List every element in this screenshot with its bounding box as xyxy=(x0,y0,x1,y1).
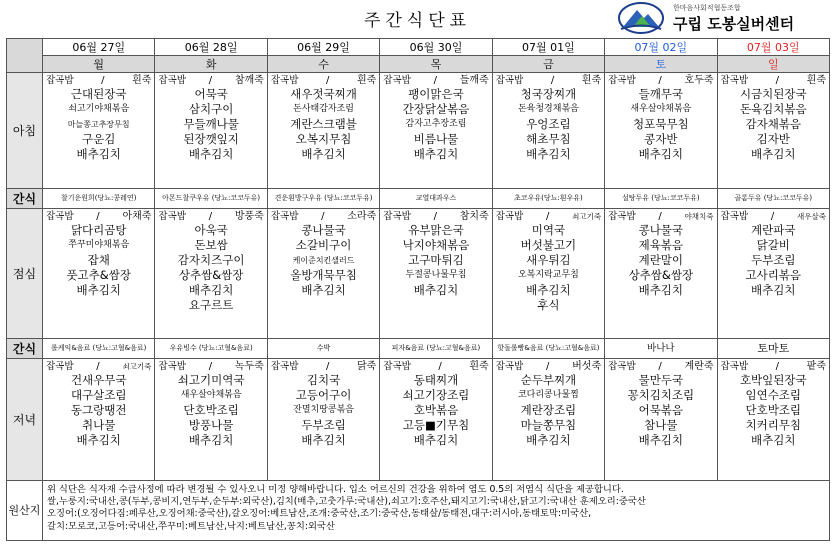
meal-header xyxy=(718,209,829,223)
meal-header xyxy=(268,209,379,223)
dish-item: 대구살조림 xyxy=(70,388,127,402)
dish-item: 케이준치킨샐러드 xyxy=(292,256,355,265)
date-row xyxy=(7,39,830,56)
porridge-label: 닭죽 xyxy=(356,360,377,372)
separator: / xyxy=(325,74,330,86)
separator: / xyxy=(545,210,550,222)
meal-header xyxy=(605,209,716,223)
dish-item: 고등■기무침 xyxy=(402,418,470,432)
rice-label: 잡곡밥 xyxy=(270,360,299,372)
org-subtitle: 한마음사회적협동조합 xyxy=(673,4,741,12)
dish-item: 새우살야채볶음 xyxy=(180,390,242,400)
dish-item: 올방개묵무침 xyxy=(290,268,357,282)
date-fri: 07월 01일 xyxy=(492,39,604,56)
dish-item: 호박볶음 xyxy=(413,403,459,417)
weekday-row xyxy=(7,56,830,73)
dish-item: 비름나물 xyxy=(413,132,459,146)
separator: / xyxy=(433,74,437,86)
snack2-cell: 우유빙수 (당뇨:고혈&음료) xyxy=(155,339,267,359)
dish-item: 단호박조림 xyxy=(183,403,239,417)
rice-label: 잡곡밥 xyxy=(46,360,74,372)
dish-item: 참나물 xyxy=(644,418,678,432)
corner-cell xyxy=(7,39,43,73)
dish-item: 아욱국 xyxy=(194,223,228,237)
meal-header xyxy=(43,209,154,223)
lunch-cell xyxy=(717,209,829,339)
porridge-label: 새우살죽 xyxy=(797,211,826,221)
meal-header xyxy=(268,73,379,87)
rice-label: 잡곡밥 xyxy=(495,74,524,86)
dish-item: 근대된장국 xyxy=(70,87,127,101)
lunch-cell xyxy=(492,209,604,339)
dish-item: 꽁치김치조림 xyxy=(627,388,695,402)
dish-item: 계란말이 xyxy=(638,253,684,267)
weekday-sat: 토 xyxy=(605,56,717,73)
dish-item: 배추김치 xyxy=(638,147,684,161)
dish-item: 후식 xyxy=(537,298,560,312)
dish-item: 배추김치 xyxy=(526,433,571,447)
dish-item: 감자고추장조림 xyxy=(405,119,467,129)
porridge-label: 흰죽 xyxy=(581,74,602,86)
breakfast-label: 아침 xyxy=(7,73,43,189)
dinner-label: 저녁 xyxy=(7,359,43,481)
dish-item: 배추김치 xyxy=(413,433,459,447)
dinner-cell xyxy=(492,359,604,481)
separator: / xyxy=(96,210,100,222)
rice-label: 잡곡밥 xyxy=(495,210,524,222)
snack2-cell: 피자&음료 (당뇨:고혈&음료) xyxy=(380,339,492,359)
dish-item: 치커리무침 xyxy=(745,418,802,432)
dish-item: 동그랑땡전 xyxy=(70,403,127,417)
breakfast-cell xyxy=(155,73,267,189)
porridge-label: 흰죽 xyxy=(469,360,489,372)
porridge-label: 방풍죽 xyxy=(234,210,264,222)
date-sun: 07월 03일 xyxy=(717,39,829,56)
porridge-label: 팥죽 xyxy=(806,360,826,372)
dish-item: 어묵국 xyxy=(194,87,228,101)
header xyxy=(0,0,835,36)
porridge-label: 야채치죽 xyxy=(684,211,714,221)
dish-item: 배추김치 xyxy=(526,147,571,161)
meal-header xyxy=(155,359,266,373)
dinner-row xyxy=(7,359,830,481)
dish-item: 새우튀김 xyxy=(526,253,571,267)
rice-label: 잡곡밥 xyxy=(383,74,411,86)
dish-item: 청국장찌개 xyxy=(520,87,577,101)
dish-item: 배추김치 xyxy=(301,433,346,447)
meal-header xyxy=(605,359,716,373)
dish-item: 배추김치 xyxy=(638,433,684,447)
dish-item: 감자채볶음 xyxy=(745,117,802,131)
dish-item: 김자반 xyxy=(756,132,790,146)
org-logo xyxy=(617,2,827,34)
snack1-cell: 골롬두유 (당뇨:코코두유) xyxy=(717,189,829,209)
dish-item: 계란장조림 xyxy=(520,403,577,417)
dish-item: 두절콩나물무침 xyxy=(405,270,467,280)
dish-item: 동태찌개 xyxy=(413,373,459,387)
separator: / xyxy=(550,74,555,86)
meal-header xyxy=(493,73,604,87)
separator: / xyxy=(770,210,775,222)
weekday-wed: 수 xyxy=(267,56,379,73)
dish-item: 배추김치 xyxy=(751,433,796,447)
snack1-row xyxy=(7,189,830,209)
snack2-cell: 핫돌롤빵&음료 (당뇨:고혈&음료) xyxy=(492,339,604,359)
snack2-label: 간식 xyxy=(7,339,43,359)
dish-item: 새우젓국찌개 xyxy=(290,87,357,101)
dish-item: 배추김치 xyxy=(751,283,796,297)
dish-item: 잡채 xyxy=(87,253,110,267)
separator: / xyxy=(208,210,213,222)
dish-item: 된장깻잎지 xyxy=(183,132,239,146)
dish-item: 상추쌈&쌈장 xyxy=(178,268,244,282)
snack1-cell: 초코우유(당뇨:흰우유) xyxy=(492,189,604,209)
dish-item: 마늘쫑고추장무침 xyxy=(67,120,130,129)
breakfast-row xyxy=(7,73,830,189)
dish-item: 소갈비구이 xyxy=(295,238,352,252)
rice-label: 잡곡밥 xyxy=(270,74,299,86)
porridge-label: 버섯죽 xyxy=(572,360,602,372)
dish-item: 들깨무국 xyxy=(638,87,684,101)
dish-item: 순두부찌개 xyxy=(520,373,577,387)
dish-item: 닭다리곰탕 xyxy=(70,223,127,237)
porridge-label: 흰죽 xyxy=(132,74,152,86)
dish-item: 두부조림 xyxy=(751,253,796,267)
porridge-label: 아채죽 xyxy=(122,210,152,222)
weekly-menu-table xyxy=(6,38,830,541)
rice-label: 잡곡밥 xyxy=(158,74,186,86)
dish-item: 코다리콩나물찜 xyxy=(517,390,579,400)
lunch-row xyxy=(7,209,830,339)
notice-line: 쌀,누룽지:국내산,콩(두부,콩비지,연두부,순두부:외국산),김치(배추,고춧가루:국내산),쇠고기:호주산,돼지고기:국내산,닭고기:국내산 훈제오리:중국산 xyxy=(47,496,646,508)
separator: / xyxy=(545,360,550,372)
dish-item: 요구르트 xyxy=(188,298,234,312)
dish-item: 간장닭살볶음 xyxy=(402,102,470,116)
dish-item: 배추김치 xyxy=(751,147,796,161)
snack1-cell: 찰기운원희(당뇨:콩레연) xyxy=(43,189,155,209)
separator: / xyxy=(658,360,662,372)
weekday-fri: 금 xyxy=(492,56,604,73)
dish-item: 호박잎된장국 xyxy=(739,373,807,387)
meal-header xyxy=(43,359,154,373)
dish-item: 배추김치 xyxy=(301,147,346,161)
date-sat: 07월 02일 xyxy=(605,39,717,56)
dish-item: 콩자반 xyxy=(644,132,678,146)
porridge-label: 흰죽 xyxy=(806,74,826,86)
porridge-label: 소라죽 xyxy=(347,210,377,222)
dish-item: 무들깨나물 xyxy=(183,117,239,131)
separator: / xyxy=(321,210,325,222)
lunch-cell xyxy=(380,209,492,339)
dish-item: 콩나물국 xyxy=(301,223,346,237)
dish-item: 버섯불고기 xyxy=(520,238,577,252)
dish-item: 마늘쫑무침 xyxy=(520,418,577,432)
meal-header xyxy=(380,209,491,223)
rice-label: 잡곡밥 xyxy=(608,360,636,372)
mountain-logo-icon xyxy=(617,2,665,34)
breakfast-cell xyxy=(605,73,717,189)
dish-item: 배추김치 xyxy=(301,283,346,297)
dish-item: 청포묵무침 xyxy=(633,117,689,131)
breakfast-cell xyxy=(43,73,155,189)
dish-item: 배추김치 xyxy=(76,433,121,447)
dish-item: 해초무침 xyxy=(526,132,571,146)
snack2-cell: 바나나 xyxy=(605,339,717,359)
dish-item: 돈보쌈 xyxy=(194,238,228,252)
meal-header xyxy=(155,73,266,87)
snack2-row xyxy=(7,339,830,359)
dish-item: 제육볶음 xyxy=(638,238,684,252)
porridge-label: 쇠고기죽 xyxy=(572,211,602,221)
porridge-label: 흰죽 xyxy=(356,74,377,86)
meal-header xyxy=(718,73,829,87)
separator: / xyxy=(325,360,330,372)
rice-label: 잡곡밥 xyxy=(158,360,186,372)
dish-item: 낙지야채볶음 xyxy=(402,238,470,252)
meal-header xyxy=(43,73,154,87)
snack1-cell: 아몬드찰쿠우유 (당뇨:코코두유) xyxy=(155,189,267,209)
porridge-label: 들깨죽 xyxy=(459,74,489,86)
snack2-cell: 토마토 xyxy=(717,339,829,359)
porridge-label: 쇠고기죽 xyxy=(122,361,152,371)
meal-header xyxy=(605,73,716,87)
separator: / xyxy=(775,74,780,86)
rice-label: 잡곡밥 xyxy=(270,210,299,222)
rice-label: 잡곡밥 xyxy=(608,210,636,222)
lunch-cell xyxy=(605,209,717,339)
date-wed: 06월 29일 xyxy=(267,39,379,56)
dish-item: 배추김치 xyxy=(188,147,234,161)
org-name: 구립 도봉실버센터 xyxy=(673,15,795,33)
rice-label: 잡곡밥 xyxy=(495,360,524,372)
dish-item: 임연수조림 xyxy=(745,388,802,402)
dinner-cell xyxy=(267,359,379,481)
snack1-label: 간식 xyxy=(7,189,43,209)
dish-item: 새우살야채볶음 xyxy=(630,104,692,114)
origin-label: 원산지 xyxy=(7,481,43,541)
dish-item: 미역국 xyxy=(531,223,566,237)
dish-item: 두부조림 xyxy=(301,418,346,432)
dinner-cell xyxy=(717,359,829,481)
dish-item: 잔멸치땅콩볶음 xyxy=(293,405,354,415)
dish-item: 상추쌈&쌈장 xyxy=(628,268,694,282)
porridge-label: 참치죽 xyxy=(459,210,489,222)
separator: / xyxy=(433,210,437,222)
separator: / xyxy=(101,74,105,86)
dish-item: 단호박조림 xyxy=(745,403,802,417)
dish-item: 고등어구이 xyxy=(295,388,352,402)
dish-item: 배추김치 xyxy=(76,283,121,297)
dish-item: 시금치된장국 xyxy=(739,87,807,101)
dish-item: 팽이맑은국 xyxy=(408,87,464,101)
dish-item: 어묵볶음 xyxy=(638,403,684,417)
dish-item: 감자치즈구이 xyxy=(177,253,245,267)
dish-item: 돈사태감자조림 xyxy=(293,104,354,114)
lunch-label: 점심 xyxy=(7,209,43,339)
breakfast-cell xyxy=(492,73,604,189)
notice-line: 오징어:(오징어다짐:페루산,오징어채:중국산),갈오징어:베트남산,조개:중국산,조기:중국산,동태살/동태전,대구:러시아,동태토막:미국산, xyxy=(47,508,592,520)
lunch-cell xyxy=(267,209,379,339)
lunch-cell xyxy=(43,209,155,339)
dish-item: 쇠고기야채볶음 xyxy=(68,104,130,114)
dish-item: 닭갈비 xyxy=(756,238,790,252)
origin-notice xyxy=(43,481,830,541)
lunch-cell xyxy=(155,209,267,339)
dish-item: 쇠고기장조림 xyxy=(402,388,470,402)
separator: / xyxy=(208,360,213,372)
meal-header xyxy=(155,209,266,223)
meal-header xyxy=(493,359,604,373)
rice-label: 잡곡밥 xyxy=(158,210,186,222)
dish-item: 우엉조림 xyxy=(526,117,571,131)
dish-item: 건새우무국 xyxy=(70,373,127,387)
dish-item: 유부맑은국 xyxy=(408,223,464,237)
notice-line: 위 식단은 식자재 수급사정에 따라 변경될 수 있사오니 미정 양해바랍니다. 입소 어르신의 건강을 위하여 염도 0.5의 저염식 식단을 제공합니다. xyxy=(47,484,624,495)
breakfast-cell xyxy=(267,73,379,189)
separator: / xyxy=(438,360,442,372)
separator: / xyxy=(208,74,213,86)
meal-header xyxy=(380,73,491,87)
date-mon: 06월 27일 xyxy=(43,39,155,56)
dinner-cell xyxy=(380,359,492,481)
rice-label: 잡곡밥 xyxy=(720,74,749,86)
snack1-cell: 교열대과우스 xyxy=(380,189,492,209)
snack1-cell: 설탕두유 (당뇨:코코두유) xyxy=(605,189,717,209)
dinner-cell xyxy=(155,359,267,481)
snack1-cell: 견운흰방구우유 (당뇨:코코두유) xyxy=(267,189,379,209)
separator: / xyxy=(658,210,662,222)
dish-item: 배추김치 xyxy=(413,283,459,297)
porridge-label: 호두죽 xyxy=(684,74,714,86)
dish-item: 취나물 xyxy=(82,418,116,432)
dish-item: 배추김치 xyxy=(76,147,121,161)
rice-label: 잡곡밥 xyxy=(608,74,636,86)
dish-item: 풋고추&쌈장 xyxy=(66,268,131,282)
dish-item: 배추김치 xyxy=(638,283,684,297)
weekday-thu: 목 xyxy=(380,56,492,73)
dish-item: 삼치구이 xyxy=(188,102,234,116)
dish-item: 오복지무침 xyxy=(295,132,352,146)
rice-label: 잡곡밥 xyxy=(383,210,411,222)
rice-label: 잡곡밥 xyxy=(720,360,749,372)
meal-header xyxy=(268,359,379,373)
porridge-label: 녹두죽 xyxy=(234,360,264,372)
origin-row xyxy=(7,481,830,541)
weekday-tue: 화 xyxy=(155,56,267,73)
page-title: 주간식단표 xyxy=(363,11,472,31)
dish-item: 오복지락교무침 xyxy=(517,270,579,280)
dish-item: 계란스크램블 xyxy=(290,117,357,131)
dish-item: 고구마튀김 xyxy=(408,253,464,267)
dinner-cell xyxy=(43,359,155,481)
dish-item: 배추김치 xyxy=(188,283,234,297)
dish-item: 쇠고기미역국 xyxy=(177,373,245,387)
snack2-cell: 수박 xyxy=(267,339,379,359)
porridge-label: 계란죽 xyxy=(684,360,714,372)
date-thu: 06월 30일 xyxy=(380,39,492,56)
dish-item: 김치국 xyxy=(306,373,341,387)
dish-item: 고사리볶음 xyxy=(745,268,802,282)
dish-item: 배추김치 xyxy=(413,147,459,161)
meal-header xyxy=(718,359,829,373)
dish-item: 쭈꾸미야채볶음 xyxy=(68,240,130,250)
dish-item: 콩나물국 xyxy=(638,223,684,237)
date-tue: 06월 28일 xyxy=(155,39,267,56)
breakfast-cell xyxy=(380,73,492,189)
dish-item: 돈육청경채볶음 xyxy=(517,104,579,114)
dish-item: 구운김 xyxy=(82,132,116,146)
rice-label: 잡곡밥 xyxy=(46,74,74,86)
dish-item: 물만두국 xyxy=(638,373,684,387)
dish-item: 배추김치 xyxy=(526,283,571,297)
separator: / xyxy=(775,360,780,372)
separator: / xyxy=(658,74,662,86)
meal-header xyxy=(380,359,491,373)
breakfast-cell xyxy=(717,73,829,189)
rice-label: 잡곡밥 xyxy=(46,210,74,222)
porridge-label: 참깨죽 xyxy=(234,74,264,86)
notice-line: 갈치:모로코,고등어:국내산,쭈꾸미:베트남산,낙지:베트남산,꽁치:외국산 xyxy=(47,520,335,532)
rice-label: 잡곡밥 xyxy=(720,210,749,222)
dish-item: 배추김치 xyxy=(188,433,234,447)
dinner-cell xyxy=(605,359,717,481)
dish-item: 돈육김치볶음 xyxy=(739,102,807,116)
dish-item: 방풍나물 xyxy=(188,418,234,432)
snack2-cell: 롤케익&음료 (당뇨:고혈&음료) xyxy=(43,339,155,359)
weekday-mon: 월 xyxy=(43,56,155,73)
meal-header xyxy=(493,209,604,223)
dish-item: 계란파국 xyxy=(751,223,796,237)
rice-label: 잡곡밥 xyxy=(383,360,411,372)
weekday-sun: 일 xyxy=(717,56,829,73)
separator: / xyxy=(96,360,100,372)
